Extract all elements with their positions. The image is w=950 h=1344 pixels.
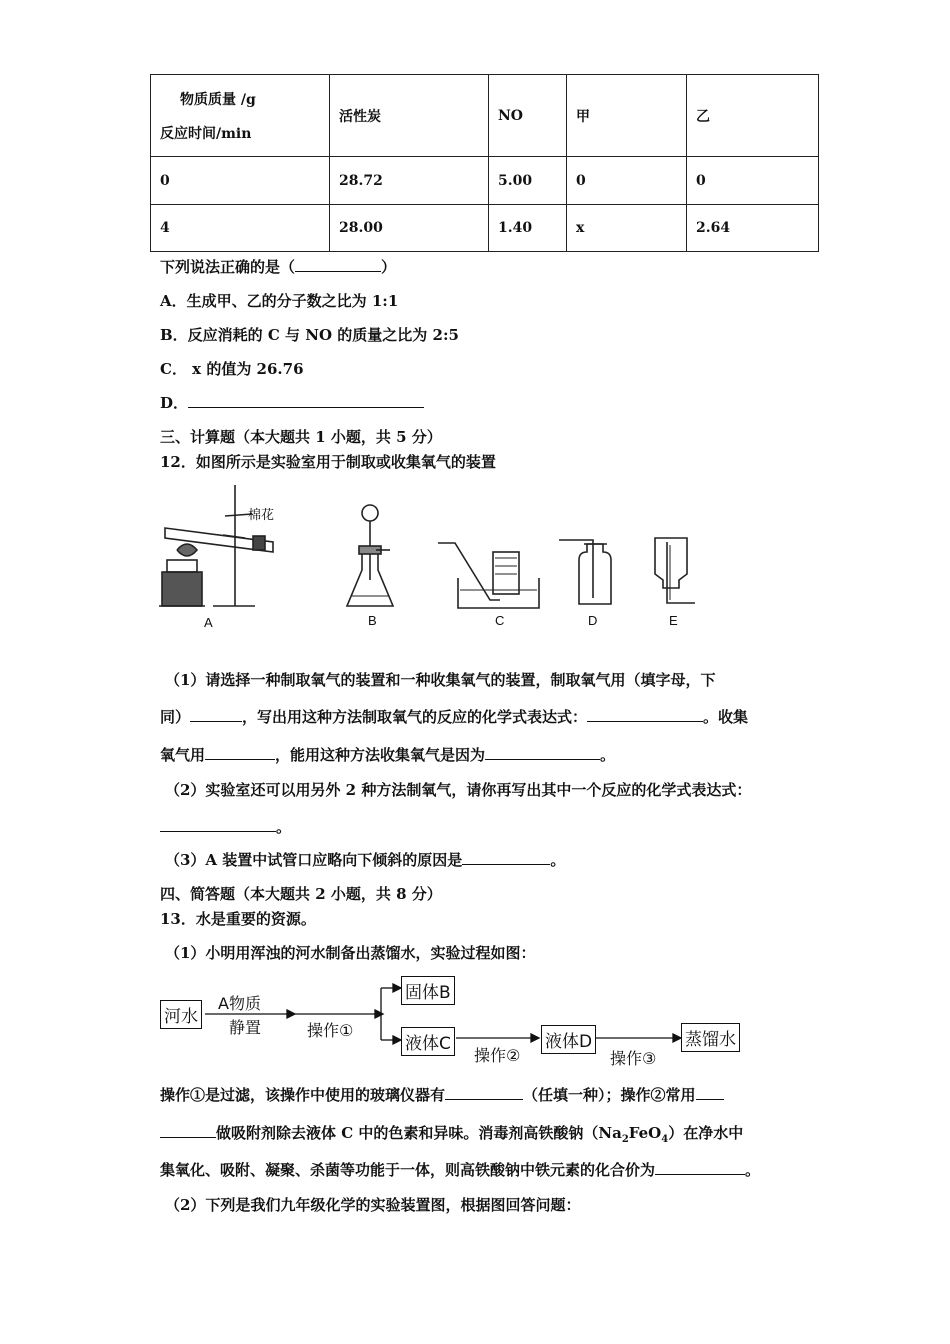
cell-carbon: 28.00 (330, 205, 489, 252)
q13-text-line3: 集氧化、吸附、凝聚、杀菌等功能于一体，则高铁酸钠中铁元素的化合价为 。 (160, 1161, 761, 1179)
answer-blank[interactable] (205, 747, 275, 760)
answer-blank[interactable] (462, 852, 550, 865)
col-header-yi: 乙 (687, 75, 819, 157)
q12-part2-line2: 。 (160, 816, 291, 837)
answer-blank[interactable] (655, 1162, 745, 1175)
section-three-title: 三、计算题（本大题共 1 小题，共 5 分） (160, 428, 442, 446)
corner-top-label: 物质质量 /g (180, 91, 256, 108)
cell-yi: 2.64 (687, 205, 819, 252)
q12-part1-line2: 同） ，写出用这种方法制取氧气的反应的化学式表达式： 。收集 (160, 708, 749, 726)
cell-time: 4 (151, 205, 330, 252)
flow-step1-top: A物质 (218, 994, 261, 1013)
q13-stem: 13．水是重要的资源。 (160, 910, 316, 928)
answer-blank[interactable] (188, 395, 424, 408)
table-header-row (151, 75, 819, 157)
flow-op2: 操作② (474, 1046, 521, 1065)
label-d: D (588, 613, 598, 628)
cell-yi: 0 (687, 157, 819, 205)
answer-blank[interactable] (587, 709, 703, 722)
cell-no: 5.00 (489, 157, 567, 205)
apparatus-figure (155, 480, 700, 632)
answer-blank[interactable] (160, 1125, 216, 1138)
q11-stem: 下列说法正确的是（ ） (160, 258, 397, 276)
q12-part1-line3: 氧气用 ，能用这种方法收集氧气是因为 。 (160, 746, 616, 764)
option-c: C． x 的值为 26.76 (160, 360, 304, 378)
q13-text-line1: 操作①是过滤，该操作中使用的玻璃仪器有 （任填一种）；操作②常用 (160, 1084, 724, 1105)
col-header-jia: 甲 (567, 75, 687, 157)
col-header-no: NO (489, 75, 567, 157)
flow-liquid-d: 液体D (541, 1025, 596, 1054)
cell-no: 1.40 (489, 205, 567, 252)
cell-jia: x (567, 205, 687, 252)
formula-sodium-ferrate: $Na_2FeO_4$ (598, 1124, 669, 1145)
answer-blank[interactable] (485, 747, 600, 760)
option-b: B．反应消耗的 C 与 NO 的质量之比为 2:5 (160, 326, 459, 344)
data-table (150, 74, 819, 252)
q12-part1-line1: （1）请选择一种制取氧气的装置和一种收集氧气的装置，制取氧气用（填字母，下 (165, 671, 716, 689)
corner-bottom-label: 反应时间/min (160, 125, 252, 142)
flow-liquid-c: 液体C (401, 1027, 455, 1056)
label-cotton: 棉花 (248, 507, 275, 522)
q12-part2-line1: （2）实验室还可以用另外 2 种方法制氧气，请你再写出其中一个反应的化学式表达式： (165, 781, 752, 799)
table-row (151, 157, 819, 205)
answer-blank[interactable] (445, 1087, 523, 1100)
option-d: D． (160, 392, 424, 413)
col-header-carbon: 活性炭 (330, 75, 489, 157)
table-row (151, 205, 819, 252)
apparatus-c (438, 543, 539, 608)
flow-distilled-water: 蒸馏水 (681, 1023, 740, 1052)
apparatus-d (559, 540, 611, 604)
answer-blank[interactable] (160, 819, 276, 832)
apparatus-b (347, 505, 393, 606)
cell-carbon: 28.72 (330, 157, 489, 205)
table-corner-cell (151, 75, 330, 157)
q13-text-line2: 做吸附剂除去液体 C 中的色素和异味。消毒剂高铁酸钠$(Na_2FeO_4)$在净水中 (160, 1122, 743, 1145)
option-a: A．生成甲、乙的分子数之比为 1:1 (160, 292, 399, 310)
q12-stem: 12．如图所示是实验室用于制取或收集氧气的装置 (160, 453, 496, 471)
apparatus-a (159, 485, 273, 606)
answer-blank[interactable] (696, 1087, 724, 1100)
apparatus-e (655, 538, 695, 603)
q13-part2: （2）下列是我们九年级化学的实验装置图，根据图回答问题： (165, 1196, 581, 1214)
flow-solid-b: 固体B (401, 976, 455, 1005)
label-b: B (368, 613, 377, 628)
q13-part1: （1）小明用浑浊的河水制备出蒸馏水，实验过程如图： (165, 944, 536, 962)
section-four-title: 四、简答题（本大题共 2 小题，共 8 分） (160, 885, 442, 903)
label-c: C (495, 613, 505, 628)
answer-blank[interactable] (190, 709, 242, 722)
q12-part3: （3）A 装置中试管口应略向下倾斜的原因是 。 (165, 851, 566, 869)
flow-step1-bottom: 静置 (229, 1018, 262, 1037)
cell-jia: 0 (567, 157, 687, 205)
cell-time: 0 (151, 157, 330, 205)
flow-op3: 操作③ (610, 1049, 657, 1068)
answer-blank[interactable] (295, 259, 381, 272)
flow-river-water: 河水 (160, 1000, 202, 1029)
flow-op1: 操作① (307, 1021, 354, 1040)
label-a: A (204, 615, 213, 630)
label-e: E (669, 613, 678, 628)
